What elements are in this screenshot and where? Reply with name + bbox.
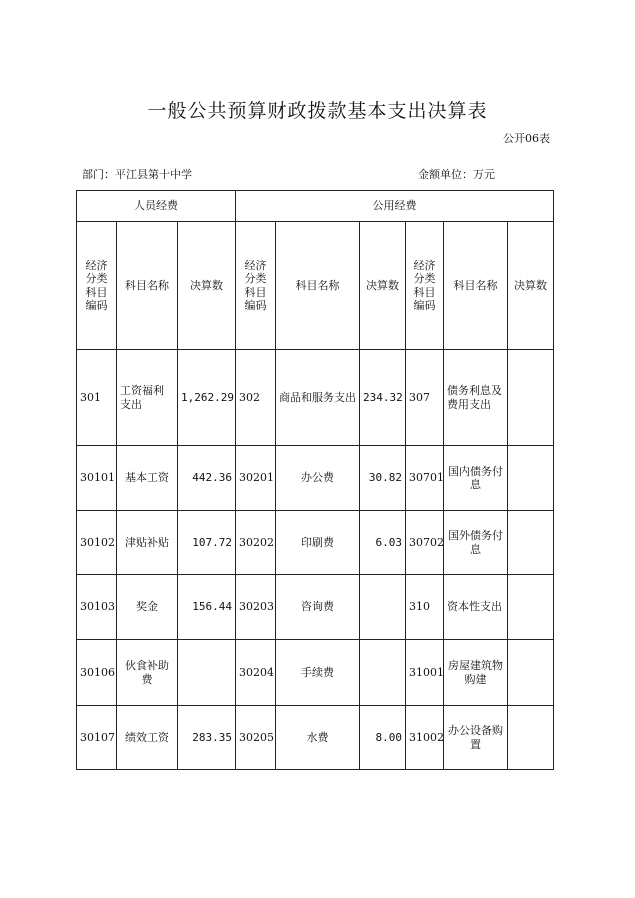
code-cell: 310 (406, 575, 444, 640)
code-cell: 30107 (77, 706, 117, 770)
name-cell: 商品和服务支出 (276, 350, 360, 446)
code-cell: 30101 (77, 446, 117, 511)
table-row (77, 350, 554, 446)
amount-cell: 442.36 (178, 446, 236, 511)
table-row (77, 446, 554, 511)
amount-cell (508, 706, 554, 770)
header-name-2: 科目名称 (276, 222, 360, 350)
header-code-1: 经济分类科目编码 (77, 222, 117, 350)
code-cell: 30205 (236, 706, 276, 770)
amount-cell: 8.00 (360, 706, 406, 770)
header-code-2: 经济分类科目编码 (236, 222, 276, 350)
amount-cell (508, 640, 554, 706)
name-cell: 国内债务付息 (444, 446, 508, 511)
header-amount-2: 决算数 (360, 222, 406, 350)
code-cell: 30201 (236, 446, 276, 511)
header-name-3: 科目名称 (444, 222, 508, 350)
amount-cell (178, 640, 236, 706)
header-name-1: 科目名称 (117, 222, 178, 350)
code-cell: 307 (406, 350, 444, 446)
table-row (77, 640, 554, 706)
code-cell: 31001 (406, 640, 444, 706)
name-cell: 办公费 (276, 446, 360, 511)
amount-cell: 6.03 (360, 511, 406, 575)
name-cell: 咨询费 (276, 575, 360, 640)
name-cell: 房屋建筑物购建 (444, 640, 508, 706)
amount-cell: 30.82 (360, 446, 406, 511)
code-cell: 301 (77, 350, 117, 446)
name-cell: 津贴补贴 (117, 511, 178, 575)
amount-cell (508, 575, 554, 640)
amount-cell (360, 640, 406, 706)
page-title: 一般公共预算财政拨款基本支出决算表 (147, 100, 488, 122)
name-cell: 债务利息及费用支出 (444, 350, 508, 446)
code-cell: 30204 (236, 640, 276, 706)
amount-cell (508, 350, 554, 446)
header-amount-1: 决算数 (178, 222, 236, 350)
department-label: 部门：平江县第十中学 (82, 168, 192, 181)
code-cell: 302 (236, 350, 276, 446)
code-cell: 30202 (236, 511, 276, 575)
amount-cell: 283.35 (178, 706, 236, 770)
code-cell: 30106 (77, 640, 117, 706)
name-cell: 伙食补助费 (117, 640, 178, 706)
code-cell: 30103 (77, 575, 117, 640)
table-row (77, 706, 554, 770)
expenditure-table (76, 190, 554, 770)
form-number: 公开06表 (503, 132, 550, 145)
group-header-public: 公用经费 (236, 191, 554, 222)
name-cell: 绩效工资 (117, 706, 178, 770)
header-code-3: 经济分类科目编码 (406, 222, 444, 350)
code-cell: 30702 (406, 511, 444, 575)
header-amount-3: 决算数 (508, 222, 554, 350)
table-row (77, 511, 554, 575)
group-header-personnel: 人员经费 (77, 191, 236, 222)
name-cell: 手续费 (276, 640, 360, 706)
name-cell: 办公设备购置 (444, 706, 508, 770)
code-cell: 30203 (236, 575, 276, 640)
amount-cell: 156.44 (178, 575, 236, 640)
amount-cell (508, 446, 554, 511)
name-cell: 奖金 (117, 575, 178, 640)
amount-cell (360, 575, 406, 640)
code-cell: 30701 (406, 446, 444, 511)
code-cell: 30102 (77, 511, 117, 575)
code-cell: 31002 (406, 706, 444, 770)
amount-cell: 234.32 (360, 350, 406, 446)
name-cell: 印刷费 (276, 511, 360, 575)
table-row (77, 575, 554, 640)
name-cell: 水费 (276, 706, 360, 770)
amount-unit-label: 金额单位：万元 (418, 168, 495, 181)
amount-cell: 1,262.29 (178, 350, 236, 446)
name-cell: 资本性支出 (444, 575, 508, 640)
name-cell: 工资福利支出 (117, 350, 178, 446)
name-cell: 国外债务付息 (444, 511, 508, 575)
amount-cell (508, 511, 554, 575)
amount-cell: 107.72 (178, 511, 236, 575)
name-cell: 基本工资 (117, 446, 178, 511)
